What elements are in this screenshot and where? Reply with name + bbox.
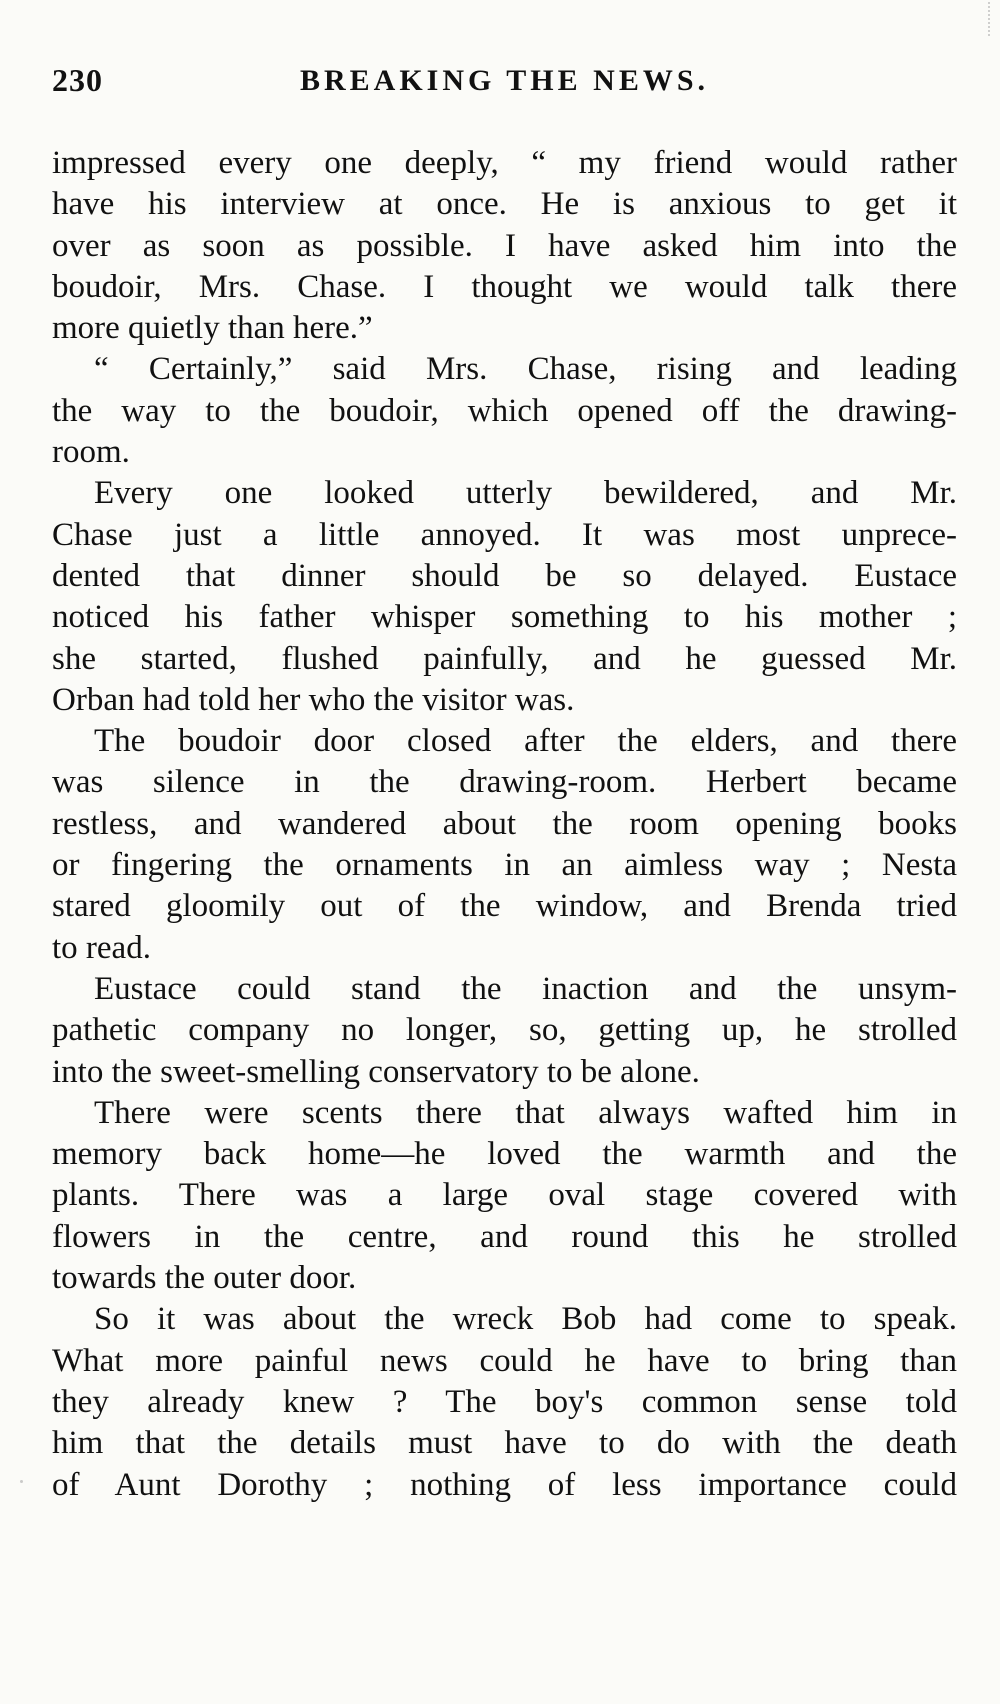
text-line: more quietly than here.”: [52, 310, 373, 347]
text-line: restless, and wandered about the room opening books: [52, 805, 957, 842]
text-line: What more painful news could he have to bring than: [52, 1342, 957, 1379]
text-line: boudoir, Mrs. Chase. I thought we would talk there: [52, 268, 957, 305]
text-line: into the sweet-smelling conservatory to be alone.: [52, 1053, 700, 1090]
text-line: There were scents there that always wafted him in: [94, 1094, 957, 1131]
text-line: dented that dinner should be so delayed. Eustace: [52, 557, 957, 594]
text-line: The boudoir door closed after the elders, and there: [94, 723, 957, 760]
text-line: “ Certainly,” said Mrs. Chase, rising and leading: [94, 351, 957, 388]
text-line: him that the details must have to do with the death: [52, 1425, 957, 1462]
text-line: have his interview at once. He is anxious to get it: [52, 186, 957, 223]
text-line: pathetic company no longer, so, getting up, he strolled: [52, 1012, 957, 1049]
text-line: they already knew ? The boy's common sense told: [52, 1383, 957, 1420]
text-line: she started, flushed painfully, and he guessed Mr.: [52, 640, 957, 677]
text-line: flowers in the centre, and round this he strolled: [52, 1218, 957, 1255]
text-line: Orban had told her who the visitor was.: [52, 681, 575, 718]
text-line: Every one looked utterly bewildered, and Mr.: [94, 475, 957, 512]
page-number: 230: [52, 62, 103, 98]
text-line: So it was about the wreck Bob had come to speak.: [94, 1301, 957, 1338]
paper-speck: [20, 1480, 23, 1483]
text-line: was silence in the drawing-room. Herbert became: [52, 764, 957, 801]
text-line: of Aunt Dorothy ; nothing of less importance could: [52, 1466, 957, 1503]
edge-mark: [982, 2, 990, 36]
running-title: BREAKING THE NEWS.: [299, 64, 710, 97]
text-line: towards the outer door.: [52, 1260, 357, 1297]
text-line: Eustace could stand the inaction and the unsym-: [94, 970, 957, 1007]
text-line: Chase just a little annoyed. It was most unprece-: [52, 516, 957, 553]
body-text: [52, 143, 957, 1506]
text-line: to read.: [52, 929, 151, 966]
text-line: stared gloomily out of the window, and Brenda tried: [52, 888, 957, 925]
text-line: or fingering the ornaments in an aimless way ; Nesta: [52, 847, 957, 884]
text-line: memory back home—he loved the warmth and the: [52, 1136, 957, 1173]
text-line: noticed his father whisper something to his mother ;: [52, 599, 957, 636]
page-header: [52, 62, 957, 112]
text-line: over as soon as possible. I have asked him into the: [52, 227, 957, 264]
text-line: the way to the boudoir, which opened off the drawing-: [52, 392, 957, 429]
text-line: room.: [52, 434, 130, 471]
text-line: plants. There was a large oval stage covered with: [52, 1177, 957, 1214]
text-line: impressed every one deeply, “ my friend would rather: [52, 145, 957, 181]
